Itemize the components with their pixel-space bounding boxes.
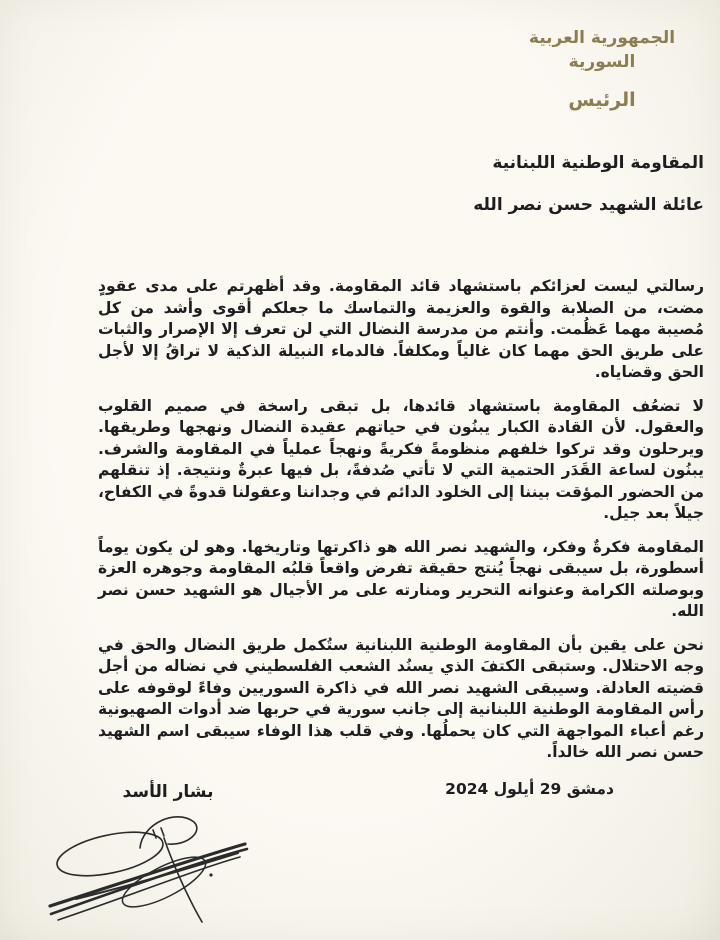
letterhead-republic-calligraphy: الجمهورية العربية السورية <box>528 28 676 72</box>
signature-ink-icon <box>48 802 273 930</box>
recipient-family: عائلة الشهيد حسن نصر الله <box>473 195 704 215</box>
letterhead-president-calligraphy: الرئيس <box>568 89 636 111</box>
body-paragraph-2: لا تضعُف المقاومة باستشهاد قائدها، بل تبقى راسخة في صميم القلوب والعقول. لأن القادة الكبار يبنُون في حياتهم عقيدة النضال ونهجها وطريقها. ويرحلون وقد تركوا خلفهم منظومةً فكريةً ونهجاً عملياً في المقاومة والشرف. يبنُون لساعة القَدَر الحتمية التي لا تأتي صُدفةً، بل فيها عبرةٌ ونتيجة. إذ تنقلهم من الحضور المؤقت بيننا إلى الخلود الدائم في وجداننا وعقولنا قدوةً في الكفاح، جيلاً بعد جيل. <box>98 396 704 522</box>
presidential-letterhead <box>502 26 702 112</box>
dateline: دمشق 29 أيلول 2024 <box>445 779 614 798</box>
letter-body <box>98 152 704 798</box>
recipient-organization: المقاومة الوطنية اللبنانية <box>492 153 704 173</box>
body-paragraph-3: المقاومة فكرةٌ وفكر، والشهيد نصر الله هو ذاكرتها وتاريخها. وهو لن يكون يوماً أسطورة، بل سيبقى نهجاً يُنتج حقيقة تفرض واقعاً قلبُه المقاومة وجوهره العزة وبوصلته الكرامة وعنوانه التحرير ومنارته على مر الأجيال هو الشهيد حسن نصر الله. <box>98 537 704 620</box>
body-paragraph-4: نحن على يقين بأن المقاومة الوطنية اللبنانية ستُكمل طريق النضال والحق في وجه الاحتلال. وستبقى الكتفَ الذي يسنُد الشعب الفلسطيني في نضاله من أجل قضيته العادلة. وسيبقى الشهيد نصر الله في ذاكرة السوريين وفاءً لوقوفه على رأس المقاومة الوطنية اللبنانية إلى جانب سورية في حربها ضد أدوات الصهيونية رغم أعباء المواجهة التي كان يحملُها. وفي قلب هذا الوفاء سيبقى اسم الشهيد حسن نصر الله خالداً. <box>98 635 704 761</box>
body-paragraph-1: رسالتي ليست لعزائكم باستشهاد قائد المقاومة. وقد أظهرتم على مدى عقودٍ مضت، من الصلابة والقوة والعزيمة والتماسك ما جعلكم أقوى وأشد من كل مُصيبة مهما عَظُمت. وأنتم من مدرسة النضال التي لن تعرف إلا الإصرار والثبات على طريق الحق مهما كان غالياً ومكلفاً. فالدماء النبيلة الذكية لا تراقُ إلا لأجل الحق وقضاياه. <box>98 277 704 381</box>
signature-scribble <box>48 802 273 930</box>
signature-name: بشار الأسد <box>122 782 214 802</box>
